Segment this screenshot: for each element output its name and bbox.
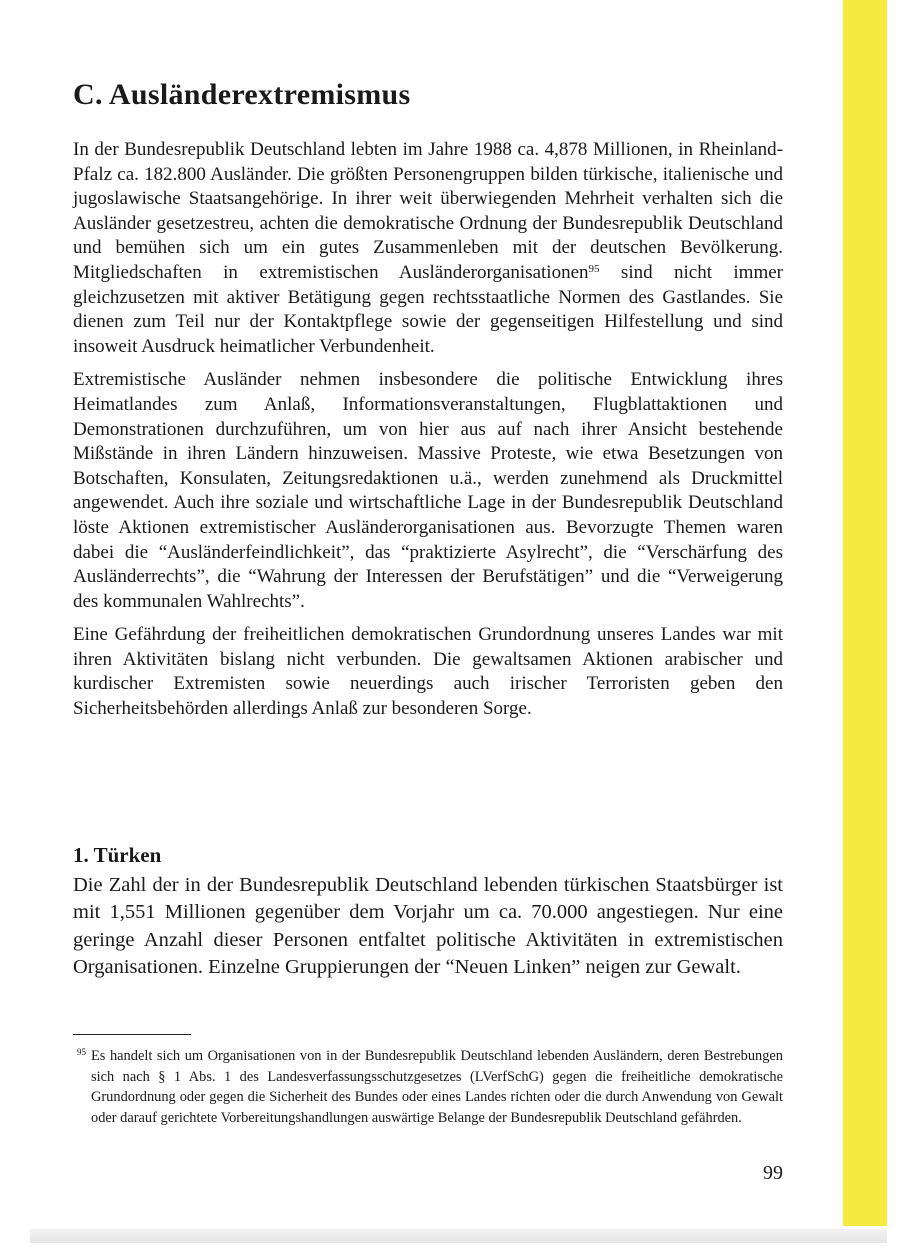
footnote-reference: 95 <box>588 262 600 275</box>
paragraph-1 <box>73 138 783 359</box>
footnote-text: Es handelt sich um Organisationen von in der Bundesrepublik Deutschland lebenden Ausländern, deren Bestrebungen sich nach § 1 Abs. 1 des Landesverfassungsschutzgesetzes (LVerfSchG) gegen die freiheitliche demokratische Grundordnung oder gegen die Sicherheit des Bundes oder eines Landes richten oder die durch Anwendung von Gewalt oder darauf gerichtete Vorbereitungshandlungen auswärtige Belange der Bundesrepublik Deutschland gefährden. <box>91 1048 783 1126</box>
paragraph-1-text-a: In der Bundesrepublik Deutschland lebten im Jahre 1988 ca. 4,878 Millionen, in Rheinland-Pfalz ca. 182.800 Ausländer. Die größten Personengruppen bilden türkische, italienische und jugoslawische Staatsangehörige. In ihrer weit überwiegenden Mehrheit verhalten sich die Ausländer gesetzestreu, achten die demokratische Ordnung der Bundesrepublik Deutschland und bemühen sich um ein gutes Zusammenleben mit der deutschen Bevölkerung. Mitgliedschaften in extremistischen Ausländerorganisationen <box>73 139 783 283</box>
section-title: 1. Türken <box>73 843 162 867</box>
intro-text-block <box>73 138 783 731</box>
footnote-divider <box>73 1034 191 1035</box>
page-number: 99 <box>763 1162 783 1184</box>
paragraph-3: Eine Gefährdung der freiheitlichen demokratischen Grundordnung unseres Landes war mit ihren Aktivitäten bislang nicht verbunden. Die gewaltsamen Aktionen arabischer und kurdischer Extremisten sowie neuerdings auch irischer Terroristen geben den Sicherheitsbehörden allerdings Anlaß zur besonderen Sorge. <box>73 624 783 720</box>
footnote-marker: 95 <box>77 1047 86 1057</box>
paragraph-1-text-b: sind nicht immer gleichzusetzen mit aktiver Betätigung gegen rechtsstaatliche Normen des Gastlandes. Sie dienen zum Teil nur der Kontaktpflege sowie der gegenseitigen Hilfestellung und sind insoweit Ausdruck heimatlicher Verbundenheit. <box>73 261 783 357</box>
page-title: C. Ausländerextremismus <box>73 78 411 111</box>
yellow-highlight-strip <box>843 0 887 1226</box>
section-paragraph: Die Zahl der in der Bundesrepublik Deutschland lebenden türkischen Staatsbürger ist mit 1,551 Millionen gegenüber dem Vorjahr um ca. 70.000 angestiegen. Nur eine geringe Anzahl dieser Personen entfaltet politische Aktivitäten in extremistischen Organisationen. Einzelne Gruppierungen der “Neuen Linken” neigen zur Gewalt. <box>73 874 783 979</box>
page-bottom-shadow <box>30 1229 887 1243</box>
section-text-block <box>73 872 783 991</box>
footnote <box>77 1046 783 1128</box>
paragraph-2: Extremistische Ausländer nehmen insbesondere die politische Entwicklung ihres Heimatlandes zum Anlaß, Informationsveranstaltungen, Flugblattaktionen und Demonstrationen durchzuführen, um von hier aus auf nach ihrer Ansicht bestehende Mißstände in ihren Ländern hinzuweisen. Massive Proteste, wie etwa Besetzungen von Botschaften, Konsulaten, Zeitungsredaktionen u.ä., werden zunehmend als Druckmittel angewendet. Auch ihre soziale und wirtschaftliche Lage in der Bundesrepublik Deutschland löste Aktionen extremistischer Ausländerorganisationen aus. Bevorzugte Themen waren dabei die “Ausländerfeindlichkeit”, das “praktizierte Asylrecht”, die “Verschärfung des Ausländerrechts”, die “Wahrung der Interessen der Berufstätigen” und die “Verweigerung des kommunalen Wahlrechts”. <box>73 369 783 612</box>
